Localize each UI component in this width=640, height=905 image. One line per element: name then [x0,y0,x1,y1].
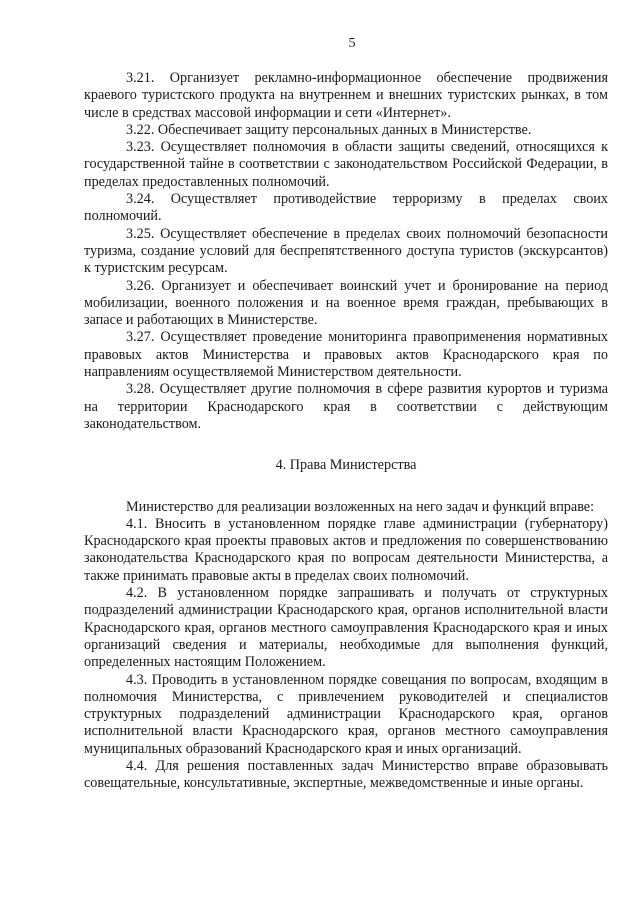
clause-4-3: 4.3. Проводить в установленном порядке совещания по вопросам, входящим в полномочия Министерства, с привлечением руководителей и специалистов структурных подразделений администрации Краснодарского края, органов исполнительной власти Краснодарского края, органов местного самоуправления муниципальных образований Краснодарского края и иных организаций. [84,671,608,757]
clause-3-26: 3.26. Организует и обеспечивает воинский учет и бронирование на период мобилизации, военного положения и на военное время граждан, пребывающих в запасе и работающих в Министерстве. [84,277,608,329]
clause-4-2: 4.2. В установленном порядке запрашивать и получать от структурных подразделений администрации Краснодарского края, органов исполнительной власти Краснодарского края, органов местного самоуправления Краснодарского края и иных организаций сведения и материалы, необходимые для выполнения функций, определенных настоящим Положением. [84,585,608,671]
clause-3-27: 3.27. Осуществляет проведение мониторинга правоприменения нормативных правовых актов Министерства и правовых актов Краснодарского края по направлениям осуществляемой Министерством деятельности. [84,329,608,381]
clause-4-4: 4.4. Для решения поставленных задач Министерство вправе образовывать совещательные, консультативные, экспертные, межведомственные и иные органы. [84,757,608,792]
section-4 [84,499,608,793]
clause-4-1: 4.1. Вносить в установленном порядке главе администрации (губернатору) Краснодарского края проекты правовых актов и предложения по совершенствованию законодательства Краснодарского края по вопросам деятельности Министерства, а также принимать правовые акты в пределах своих полномочий. [84,515,608,584]
section-4-intro: Министерство для реализации возложенных на него задач и функций вправе: [126,498,595,515]
clause-3-23: 3.23. Осуществляет полномочия в области защиты сведений, относящихся к государственной тайне в соответствии с законодательством Российской Федерации, в пределах предоставленных полномочий. [84,139,608,190]
section-3-continuation [84,70,608,433]
page-number: 5 [348,36,356,51]
clause-3-21: 3.21. Организует рекламно-информационное обеспечение продвижения краевого туристского продукта на внутреннем и внешних туристских рынках, в том числе в средствах массовой информации и сети «Интернет». [84,70,608,121]
clause-3-25: 3.25. Осуществляет обеспечение в пределах своих полномочий безопасности туризма, создание условий для беспрепятственного доступа туристов (экскурсантов) к туристским ресурсам. [84,225,608,277]
clause-3-22: 3.22. Обеспечивает защиту персональных данных в Министерстве. [126,121,532,138]
section-4-heading: 4. Права Министерства [275,457,417,474]
clause-3-28: 3.28. Осуществляет другие полномочия в сфере развития курортов и туризма на территории Краснодарского края в соответствии с действующим законодательством. [84,381,608,432]
clause-3-24: 3.24. Осуществляет противодействие терроризму в пределах своих полномочий. [84,191,608,225]
